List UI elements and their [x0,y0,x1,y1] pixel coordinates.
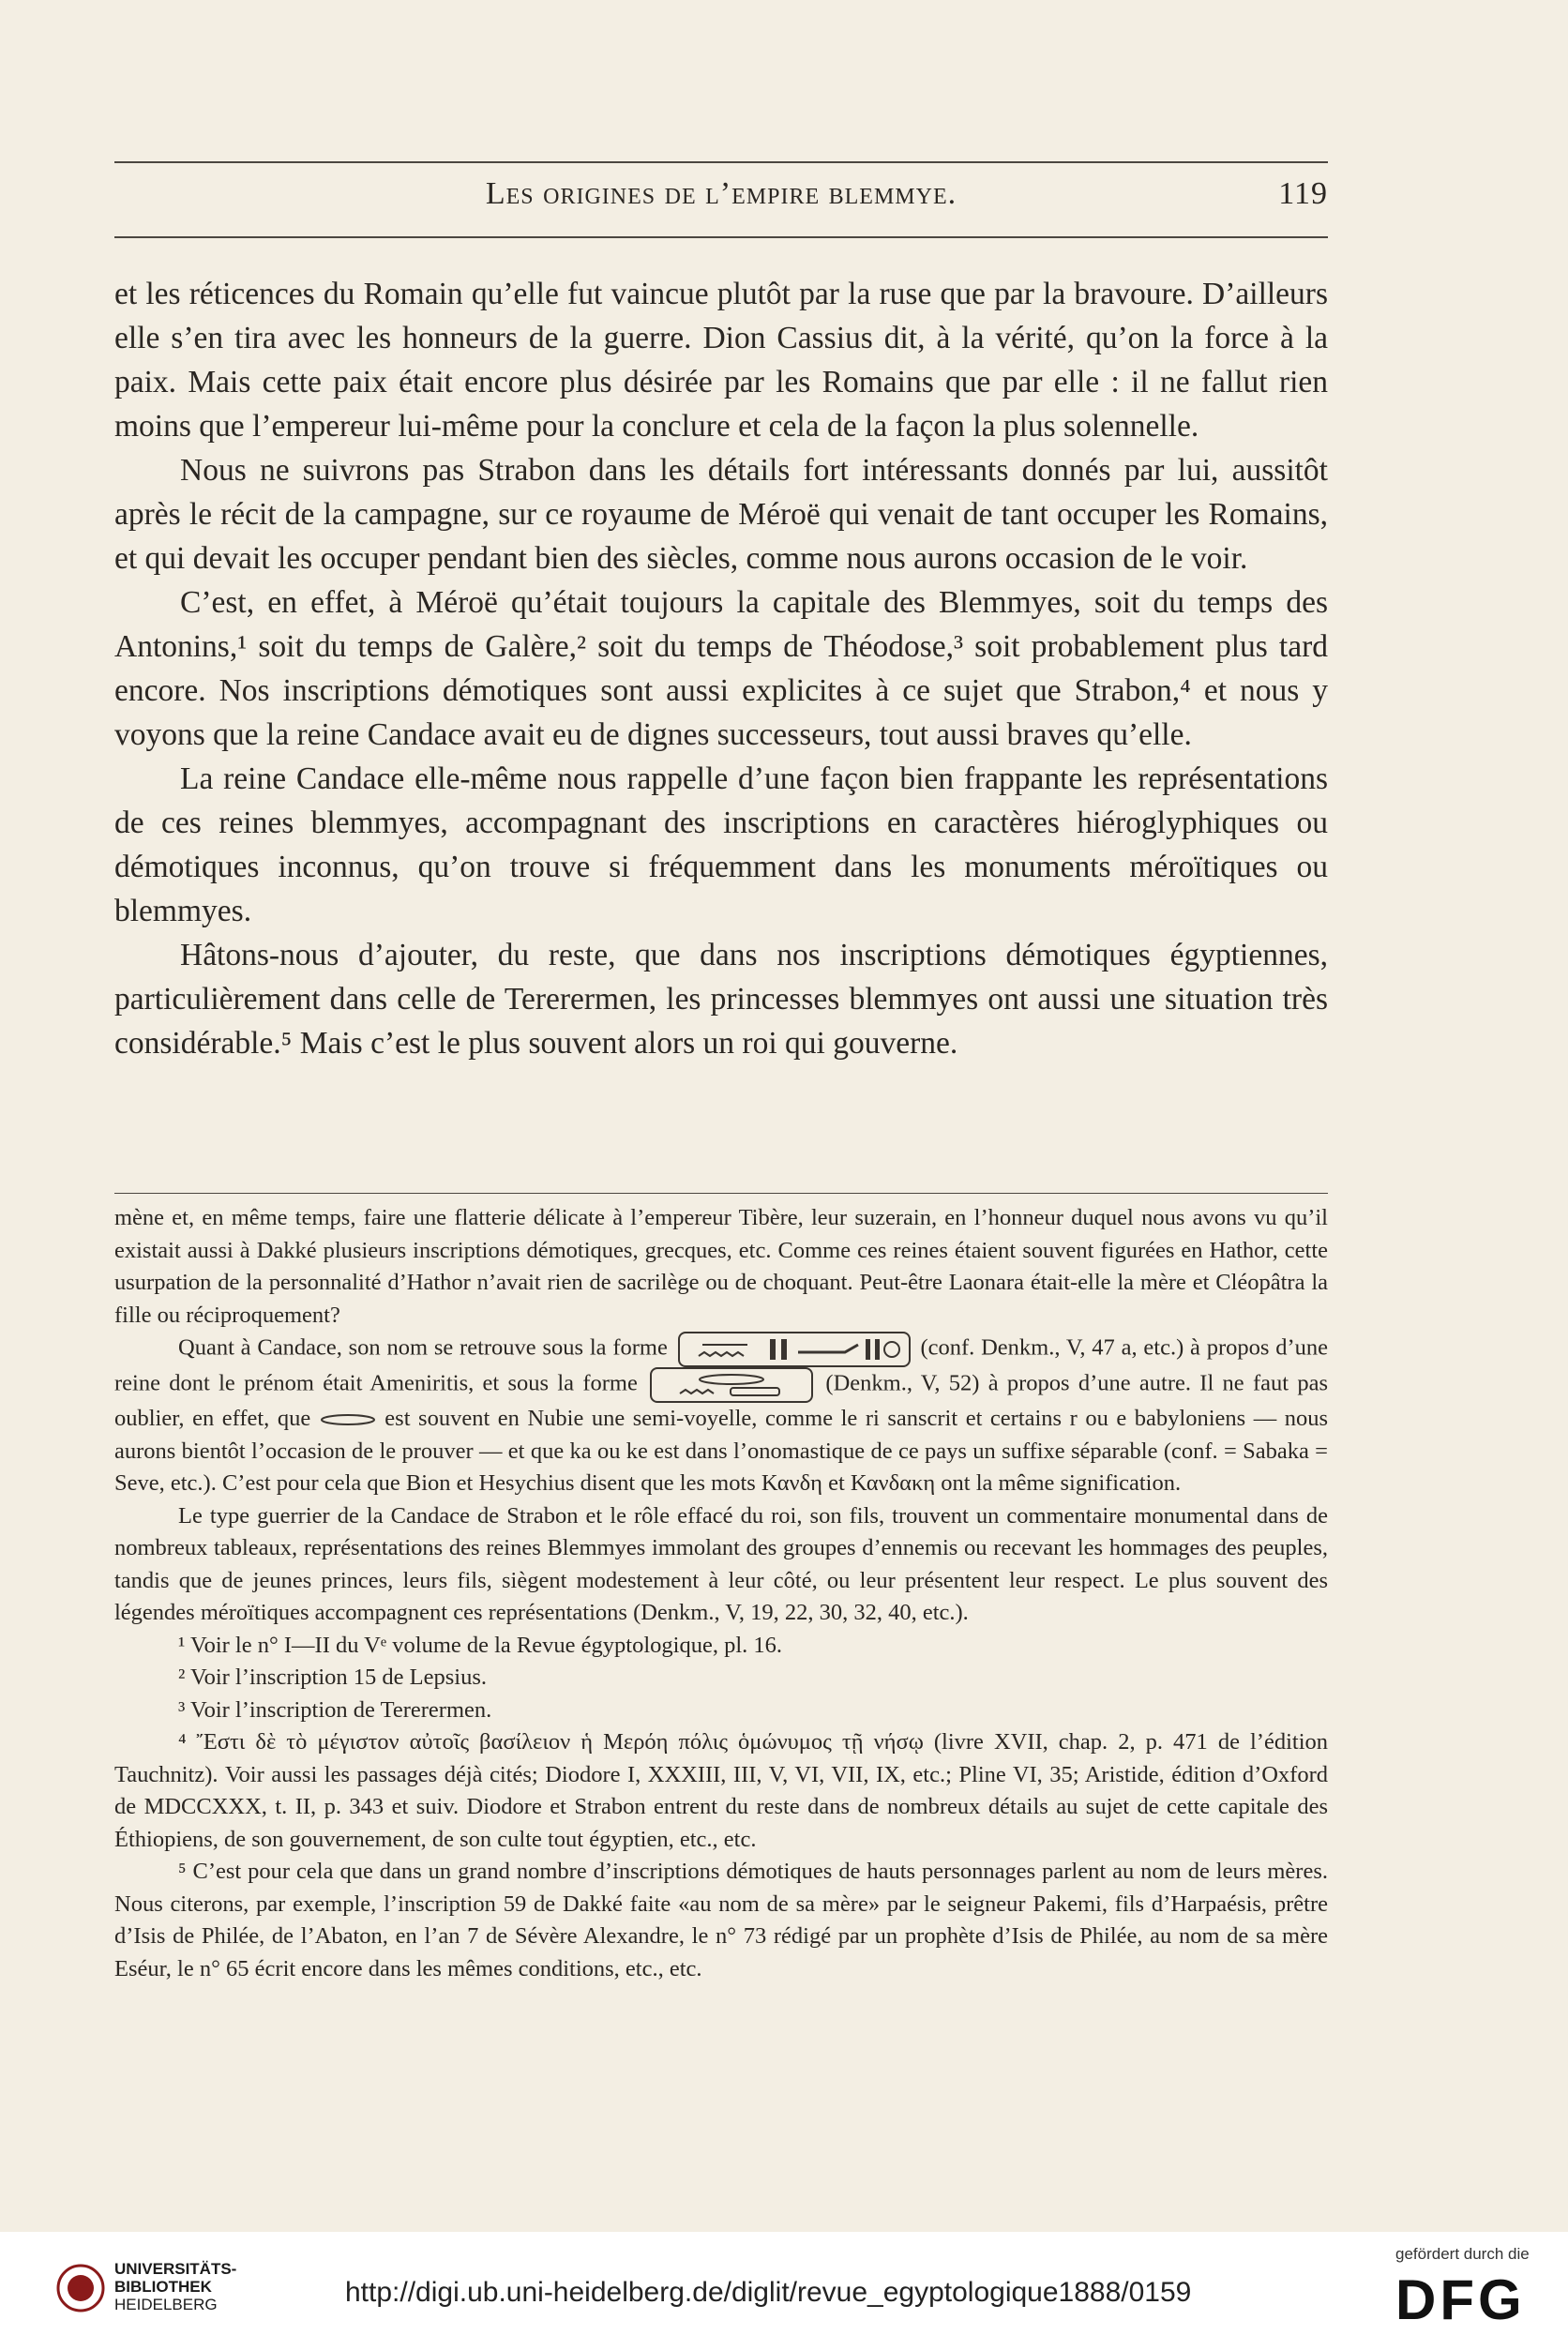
footnote-rule [114,1193,1328,1194]
paragraph: La reine Candace elle-même nous rappelle d’une façon bien frappante les représentations de ces reines blemmyes, accompagnant des inscriptions en caractères hiéroglyphiques ou démotiques inconnus, qu’on trouve si fréquemment dans les monuments méroïtiques ou blemmyes. [114,761,1328,928]
cartouche-glyph [650,1367,813,1403]
mouth-glyph-icon [319,1412,377,1427]
footnote-text: (Denkm., V, 52) à propos d’une autre. Il ne faut pas oublier, en effet, que [114,1370,1329,1431]
library-line: HEIDELBERG [114,2296,218,2313]
funded-by-label: gefördert durch die [1395,2245,1530,2263]
library-name [114,2260,236,2313]
footnote-continuation: mène et, en même temps, faire une flatterie délicate à l’empereur Tibère, leur suzerain, en l’honneur duquel nous avons vu qu’il existait aussi à Dakké plusieurs inscriptions démotiques, grecques, etc. Comme ces reines étaient souvent figurées en Hathor, cette usurpation de la personnalité d’Hathor n’avait rien de sacrilège ou de choquant. Peut-être Laonara était-elle la mère et Cléopâtra la fille ou réciproquement? [114,1205,1328,1328]
permalink-url[interactable]: http://digi.ub.uni-heidelberg.de/diglit/revue_egyptologique1888/0159 [345,2277,1192,2308]
paragraph: Nous ne suivrons pas Strabon dans les détails fort intéressants donnés par lui, aussitôt après le récit de la campagne, sur ce royaume de Méroë qui venait de tant occuper les Romains, et qui devait les occuper pendant bien des siècles, comme nous aurons occasion de le voir. [114,453,1328,576]
paragraph: Hâtons-nous d’ajouter, du reste, que dans nos inscriptions démotiques égyptiennes, particulièrement dans celle de Tererermen, les princesses blemmyes ont aussi une situation très considérable.⁵ Mais c’est le plus souvent alors un roi qui gouverne. [114,938,1328,1061]
paragraph: C’est, en effet, à Méroë qu’était toujours la capitale des Blemmyes, soit du temps des Antonins,¹ soit du temps de Galère,² soit du temps de Théodose,³ soit probablement plus tard encore. Nos inscriptions démotiques sont aussi explicites à ce sujet que Strabon,⁴ et nous y voyons que la reine Candace avait eu de dignes successeurs, tout aussi braves qu’elle. [114,585,1328,752]
library-line: UNIVERSITÄTS- [114,2260,237,2278]
main-text [114,272,1328,1065]
page-number: 119 [1278,176,1328,211]
footnote-text: Quant à Candace, son nom se retrouve sous la forme [178,1334,668,1361]
footnote-text: (conf. Denkm., V, 47 a, etc.) à propos d’une reine dont le prénom était Ameniritis, et sous la forme [114,1334,1329,1396]
university-seal-icon [56,2260,105,2316]
footnote-text: est souvent en Nubie une semi-voyelle, comme le ri sanscrit et certains r ou e babyloniens — nous aurons bientôt l’occasion de le prouver — et que ka ou ke est dans l’onomastique de ce pays un suffixe séparable (conf. = Sabaka = Seve, etc.). C’est pour cela que Bion et Hesychius disent que les mots Κανδη et Κανδακη ont la même signification. [114,1406,1329,1496]
footnote-candace [114,1332,1328,1500]
cartouche-glyph [678,1332,911,1367]
footnote-2: ² Voir l’inscription 15 de Lepsius. [178,1665,488,1690]
header-rule-top [114,161,1328,163]
footnote-3: ³ Voir l’inscription de Tererermen. [178,1696,492,1723]
dfg-logo: DFG [1395,2268,1526,2331]
paragraph: et les réticences du Romain qu’elle fut vaincue plutôt par la ruse que par la bravoure. D’ailleurs elle s’en tira avec les honneurs de la guerre. Dion Cassius dit, à la vérité, qu’on la force à la paix. Mais cette paix était encore plus désirée par les Romains que par elle : il ne fallut rien moins que l’empereur lui-même pour la conclure et cela de la façon la plus solennelle. [114,277,1328,444]
footnote-4: ⁴ Ἔστι δὲ τὸ μέγιστον αὐτοῖς βασίλειον ἡ Μερόη πόλις ὁμώνυμος τῇ νήσῳ (livre XVII, chap. 2, p. 471 de l’édition Tauchnitz). Voir aussi les passages déjà cités; Diodore I, XXXIII, III, V, VI, VII, IX, etc.; Pline VI, 35; Aristide, édition d’Oxford de MDCCXXX, t. II, p. 343 et suiv. Diodore et Strabon entrent du reste dans de nombreux détails au sujet de cette capitale des Éthiopiens, de son gouvernement, de son culte tout égyptien, etc., etc. [114,1729,1328,1852]
header-rule-bottom [114,236,1328,238]
footnotes [114,1202,1328,1985]
footnote-5: ⁵ C’est pour cela que dans un grand nombre d’inscriptions démotiques de hauts personnages parlent au nom de leurs mères. Nous citerons, par exemple, l’inscription 59 de Dakké faite «au nom de sa mère» par le seigneur Pakemi, fils d’Harpaésis, prêtre d’Isis de Philée, de l’Abaton, en l’an 7 de Sévère Alexandre, le n° 73 rédigé par un prophète d’Isis de Philée, au nom de sa mère Eséur, le n° 65 écrit encore dans les mêmes conditions, etc., etc. [114,1859,1328,1981]
running-head-title: Les origines de l’empire blemmye. [485,176,957,211]
footer-bar [0,2232,1568,2350]
footnote-paragraph: Le type guerrier de la Candace de Strabon et le rôle effacé du roi, son fils, trouvent un commentaire monumental dans de nombreux tableaux, représentations des reines Blemmyes immolant des groupes d’ennemis ou recevant les hommages des peuples, tandis que de jeunes princes, leurs fils, siègent modestement à leur côté, ou leur présentent leur respect. Le plus souvent des légendes méroïtiques accompagnent ces représentations (Denkm., V, 19, 22, 30, 32, 40, etc.). [114,1502,1328,1625]
running-head [114,176,1328,223]
library-line: BIBLIOTHEK [114,2278,212,2296]
footnote-1: ¹ Voir le n° I—II du Vᵉ volume de la Revue égyptologique, pl. 16. [178,1632,782,1658]
